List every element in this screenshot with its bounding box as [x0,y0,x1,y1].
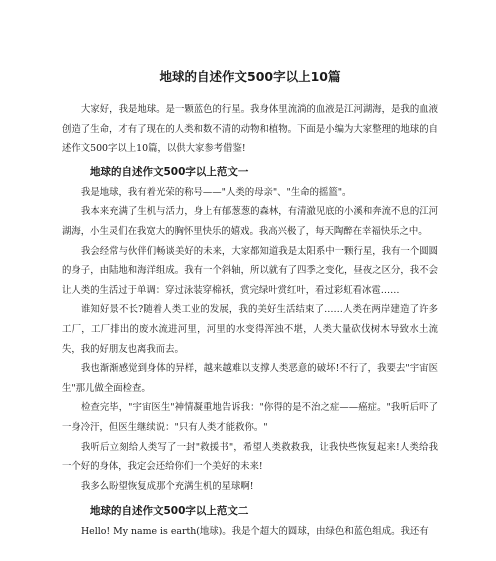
paragraph: 我也渐渐感觉到身体的异样，越来越难以支撑人类恶意的破坏!不行了，我要去"宇宙医生"那儿做全面检查。 [62,363,438,394]
paragraph: 我是地球，我有着光荣的称号——"人类的母亲"、"生命的摇篮"。 [81,186,352,198]
paragraph: 我多么盼望恢复成那个充满生机的星球啊! [81,480,254,492]
paragraph: 检查完毕，"宇宙医生"神情凝重地告诉我："你得的是不治之症——癌症。"我听后吓了一身冷汗，但医生继续说："只有人类才能救你。" [62,402,438,433]
paragraph: 我会经常与伙伴们畅谈美好的未来，大家都知道我是太阳系中一颗行星，我有一个圆圆的身子，由陆地和海洋组成。我有一个斜轴，所以就有了四季之变化，昼夜之区分，我不会让人类的生活过于单调：穿过泳装穿棉袄，赏完绿叶赏红叶，看过彩虹看冰雹…… [62,245,438,296]
section-heading: 地球的自述作文500字以上范文二 [90,505,249,518]
paragraph: Hello! My name is earth(地球)。我是个超大的圆球，由绿色和蓝色组成。我还有 [81,526,429,538]
essay-section-1 [62,161,438,497]
paragraph: 我本来充满了生机与活力，身上有郁葱葱的森林，有清澈见底的小溪和奔流不息的江河湖海，小生灵们在我宽大的胸怀里快乐的嬉戏。我高兴极了，每天陶醉在幸福快乐之中。 [62,206,438,237]
paragraph: 我听后立刻给人类写了一封"救援书"，希望人类救救我，让我快些恢复起来!人类给我一个好的身体，我定会还给你们一个美好的未来! [62,441,438,473]
document-title: 地球的自述作文500字以上10篇 [159,69,341,84]
section-heading: 地球的自述作文500字以上范文一 [90,165,249,178]
document-page [62,0,438,542]
essay-section-2 [62,500,438,542]
paragraph: 谁知好景不长?随着人类工业的发展，我的美好生活结束了……人类在两岸建造了许多工厂，工厂排出的废水流进河里，河里的水变得浑浊不堪，人类大量砍伐树木导致水土流失，我的好朋友也离我而去。 [62,304,438,355]
intro-paragraph: 大家好，我是地球。是一颗蓝色的行星。我身体里流淌的血液是江河湖海，是我的血液创造了生命，才有了现在的人类和数不清的动物和植物。下面是小编为大家整理的地球的自述作文500字以上10篇，以供大家参考借鉴! [62,104,438,155]
